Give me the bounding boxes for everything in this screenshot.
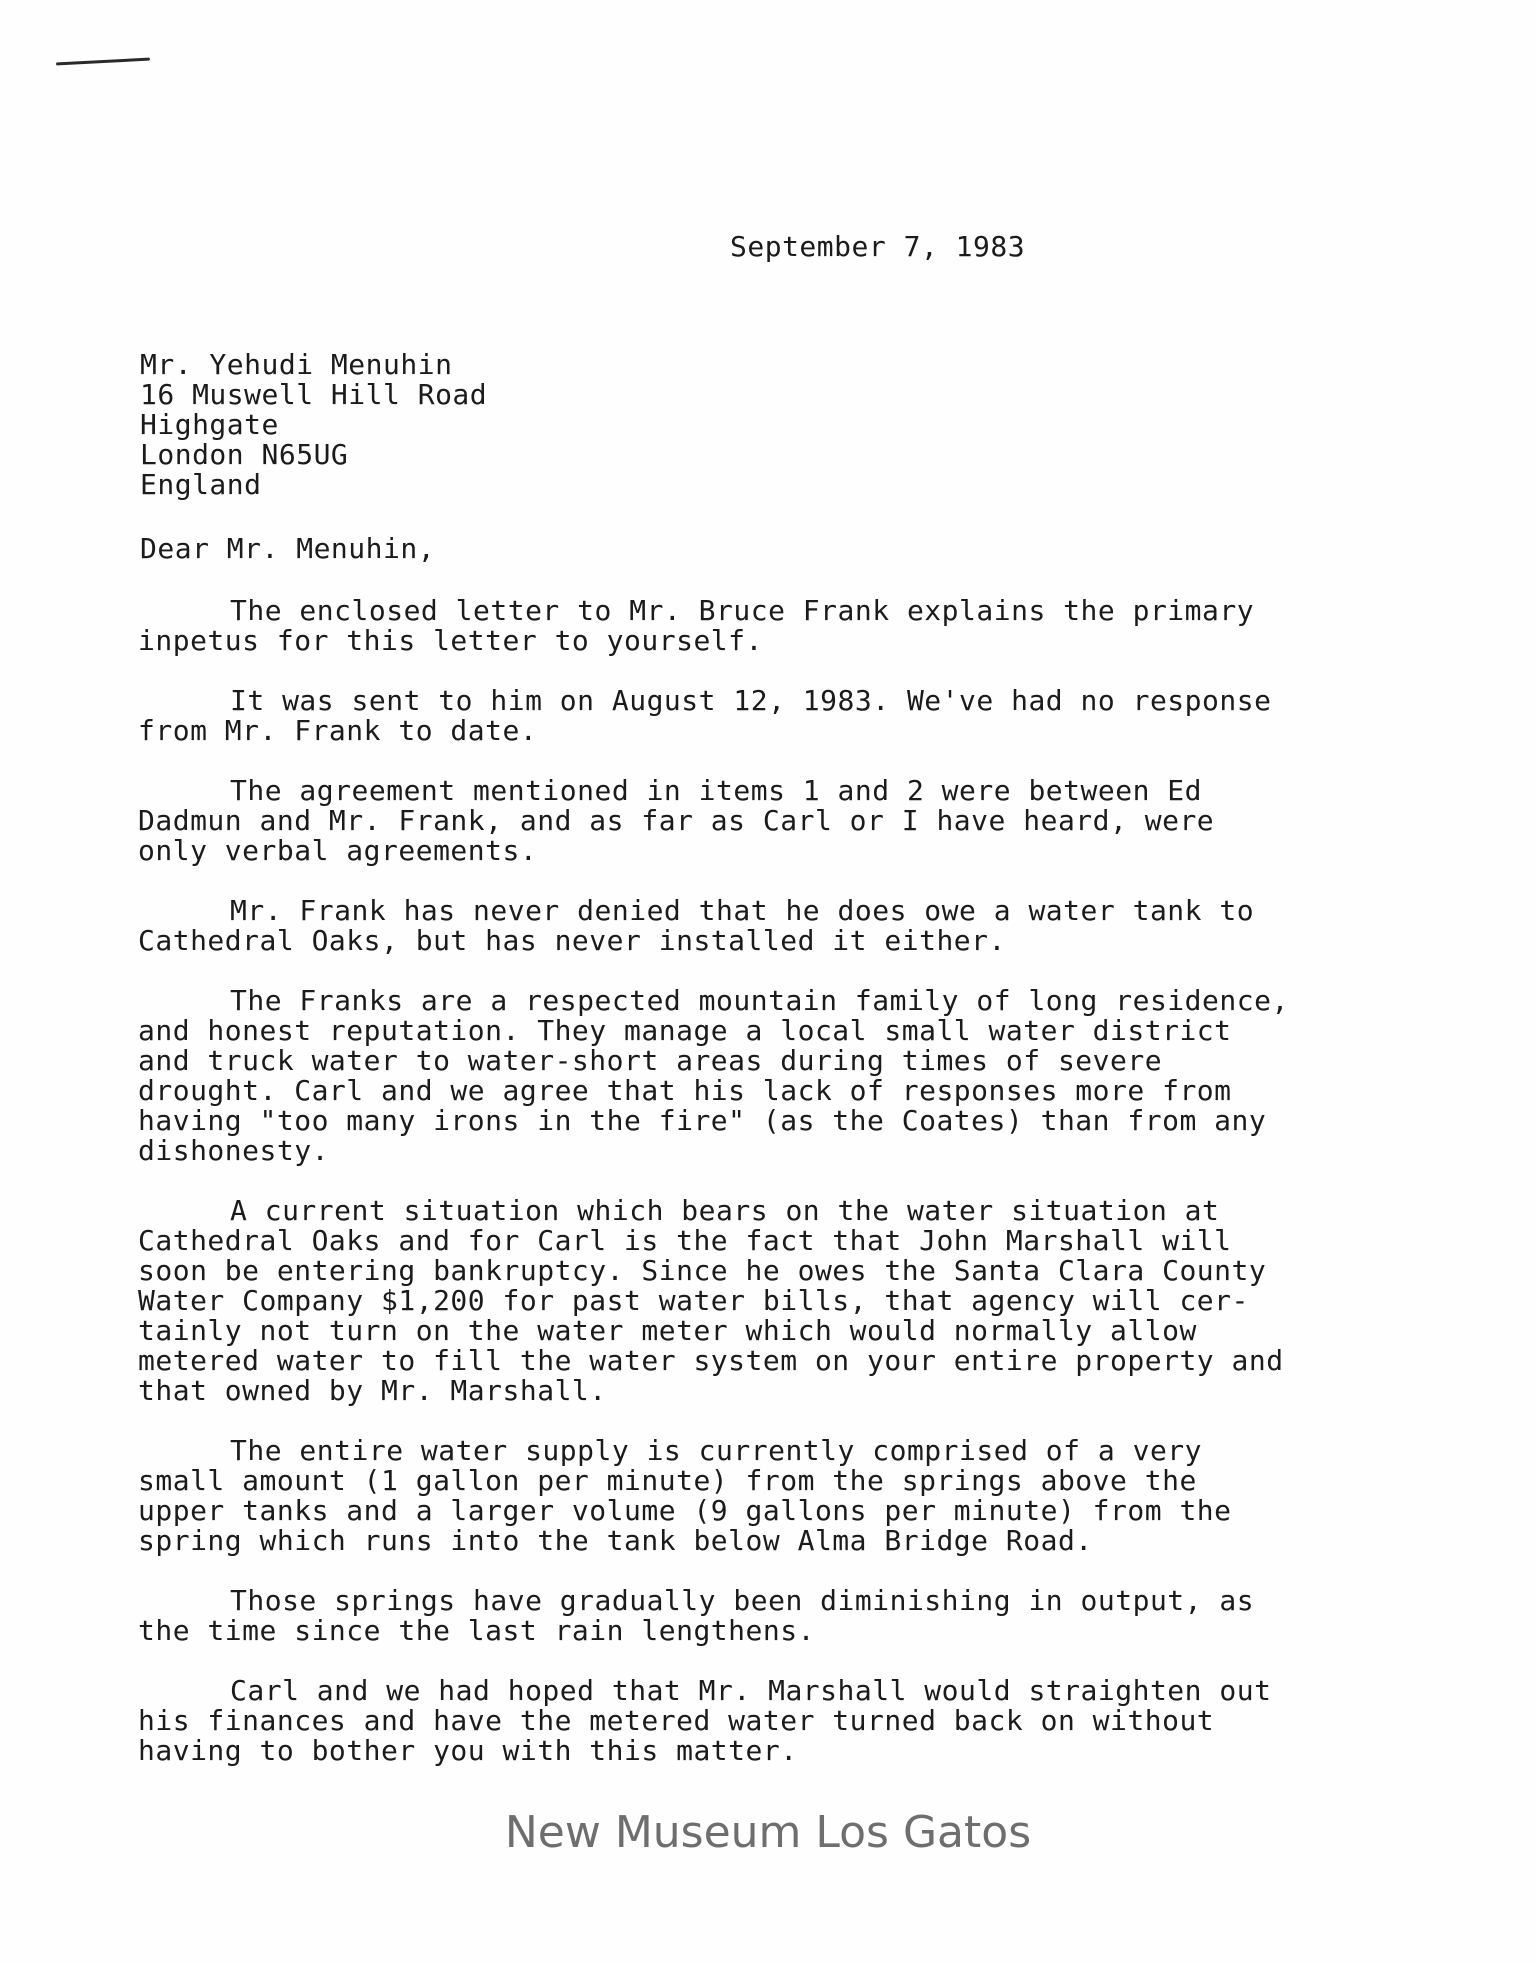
body-paragraph: The enclosed letter to Mr. Bruce Frank explains the primary inpetus for this letter to yourself. (138, 594, 1255, 657)
body-paragraph: Those springs have gradually been diminishing in output, as the time since the last rain lengthens. (138, 1584, 1255, 1647)
body-paragraph: The Franks are a respected mountain family of long residence, and honest reputation. They manage a local small water district and truck water to water-short areas during times of severe drought. Carl and we agree that his lack of responses more from having "too many irons in the fire" (as the Coates) than from any dishonesty. (138, 984, 1289, 1167)
address-line: England (140, 468, 262, 501)
letter-date: September 7, 1983 (730, 230, 1026, 263)
body-paragraph: It was sent to him on August 12, 1983. We've had no response from Mr. Frank to date. (138, 684, 1272, 747)
letter-body (138, 596, 1368, 1796)
recipient-address (140, 350, 487, 500)
body-paragraph: The entire water supply is currently comprised of a very small amount (1 gallon per minute) from the springs above the upper tanks and a larger volume (9 gallons per minute) from the spring which runs into the tank below Alma Bridge Road. (138, 1434, 1232, 1557)
address-line: 16 Muswell Hill Road (140, 378, 488, 411)
body-paragraph: Mr. Frank has never denied that he does owe a water tank to Cathedral Oaks, but has never installed it either. (138, 894, 1255, 957)
body-paragraph: The agreement mentioned in items 1 and 2 were between Ed Dadmun and Mr. Frank, and as far as Carl or I have heard, were only verbal agreements. (138, 774, 1215, 867)
museum-watermark: New Museum Los Gatos (504, 1807, 1032, 1858)
address-line: London N65UG (140, 438, 349, 471)
address-line: Highgate (140, 408, 279, 441)
address-line: Mr. Yehudi Menuhin (140, 348, 453, 381)
salutation: Dear Mr. Menuhin, (140, 532, 436, 565)
staple-mark (56, 58, 150, 66)
body-paragraph: Carl and we had hoped that Mr. Marshall would straighten out his finances and have the metered water turned back on without having to bother you with this matter. (138, 1674, 1272, 1767)
body-paragraph: A current situation which bears on the water situation at Cathedral Oaks and for Carl is the fact that John Marshall will soon be entering bankruptcy. Since he owes the Santa Clara County Water Company $1,200 for past water bills, that agency will cer- tainly not turn on the water meter which would normally allow metered water to fill the water system on your entire property and that owned by Mr. Marshall. (138, 1194, 1284, 1407)
